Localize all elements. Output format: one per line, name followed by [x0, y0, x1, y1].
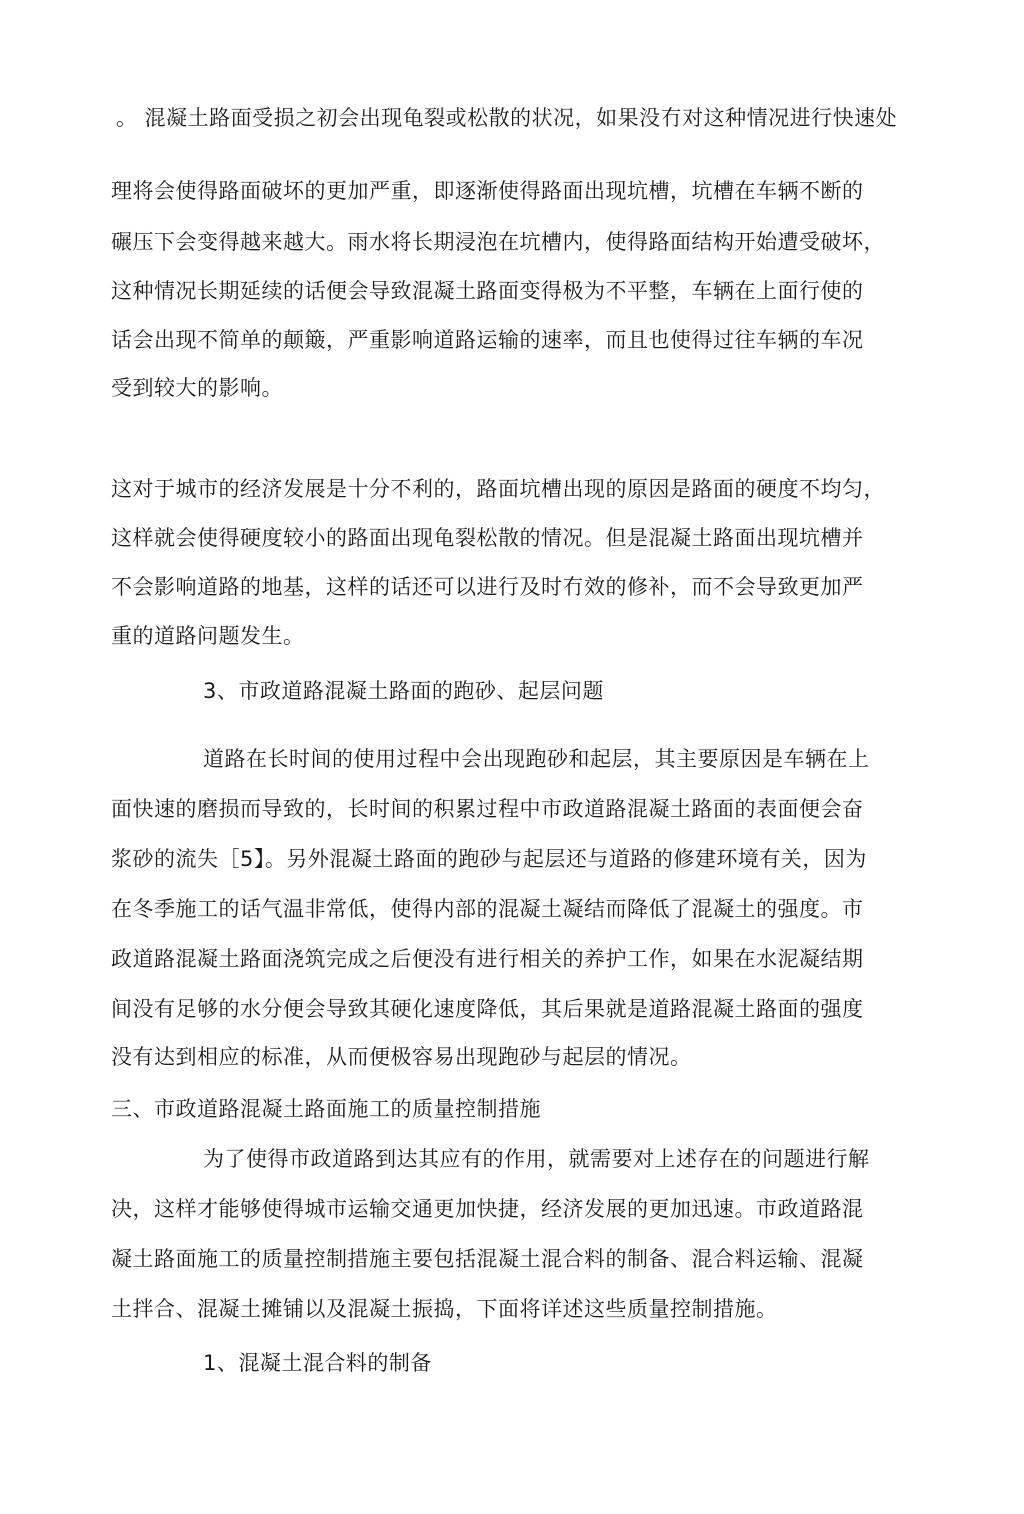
paragraph-1-line-3: 碾压下会变得越来越大。雨水将长期浸泡在坑槽内，使得路面结构开始遭受破坏， — [111, 230, 885, 254]
paragraph-4-line-1: 为了使得市政道路到达其应有的作用，就需要对上述存在的问题进行解 — [203, 1147, 870, 1171]
paragraph-4-line-4: 土拌合、混凝土摊铺以及混凝土振捣，下面将详述这些质量控制措施。 — [111, 1297, 778, 1321]
paragraph-1-line-4: 这种情况长期延续的话便会导致混凝土路面变得极为不平整，车辆在上面行使的 — [111, 279, 864, 303]
paragraph-3-line-2: 面快速的磨损而导致的，长时间的积累过程中市政道路混凝土路面的表面便会奋 — [111, 797, 864, 821]
paragraph-3-line-3: 浆砂的流失［5】。另外混凝土路面的跑砂与起层还与道路的修建环境有关，因为 — [111, 847, 867, 871]
paragraph-3-line-4: 在冬季施工的话气温非常低，使得内部的混凝土凝结而降低了混凝土的强度。市 — [111, 897, 864, 921]
section-title: 三、市政道路混凝土路面施工的质量控制措施 — [111, 1097, 541, 1121]
paragraph-2-line-4: 重的道路问题发生。 — [111, 624, 305, 648]
paragraph-1-line-6: 受到较大的影响。 — [111, 376, 283, 400]
paragraph-2-line-2: 这样就会使得硬度较小的路面出现龟裂松散的情况。但是混凝土路面出现坑槽并 — [111, 526, 864, 550]
paragraph-3-line-1: 道路在长时间的使用过程中会出现跑砂和起层，其主要原因是车辆在上 — [203, 747, 870, 771]
paragraph-1-line-2: 理将会使得路面破坏的更加严重，即逐渐使得路面出现坑槽，坑槽在车辆不断的 — [111, 179, 864, 203]
paragraph-2-line-1: 这对于城市的经济发展是十分不利的，路面坑槽出现的原因是路面的硬度不均匀， — [111, 477, 885, 501]
paragraph-1-line-5: 话会出现不简单的颠簸，严重影响道路运输的速率，而且也使得过往车辆的车况 — [111, 328, 864, 352]
paragraph-1-line-1: 。 混凝土路面受损之初会出现龟裂或松散的状况，如果没冇对这种情况进行快速处 — [116, 106, 898, 130]
subheading-3: 3、市政道路混凝土路面的跑砂、起层问题 — [203, 679, 604, 703]
paragraph-3-line-5: 政道路混凝土路面浇筑完成之后便没有进行相关的养护工作，如果在水泥凝结期 — [111, 947, 864, 971]
paragraph-2-line-3: 不会影响道路的地基，这样的话还可以进行及时冇效的修补，而不会导致更加严 — [111, 575, 864, 599]
paragraph-3-line-7: 没有达到相应的标准，从而便极容易出现跑砂与起层的情况。 — [111, 1045, 692, 1069]
paragraph-4-line-2: 决，这样才能够使得城市运输交通更加快捷，经济发展的更加迅速。市政道路混 — [111, 1197, 864, 1221]
paragraph-3-line-6: 间没有足够的水分便会导致其硬化速度降低，其后果就是道路混凝土路面的强度 — [111, 997, 864, 1021]
subheading-1: 1、混凝土混合料的制备 — [203, 1351, 432, 1375]
paragraph-4-line-3: 凝土路面施工的质量控制措施主要包括混凝土混合料的制备、混合料运输、混凝 — [111, 1247, 864, 1271]
